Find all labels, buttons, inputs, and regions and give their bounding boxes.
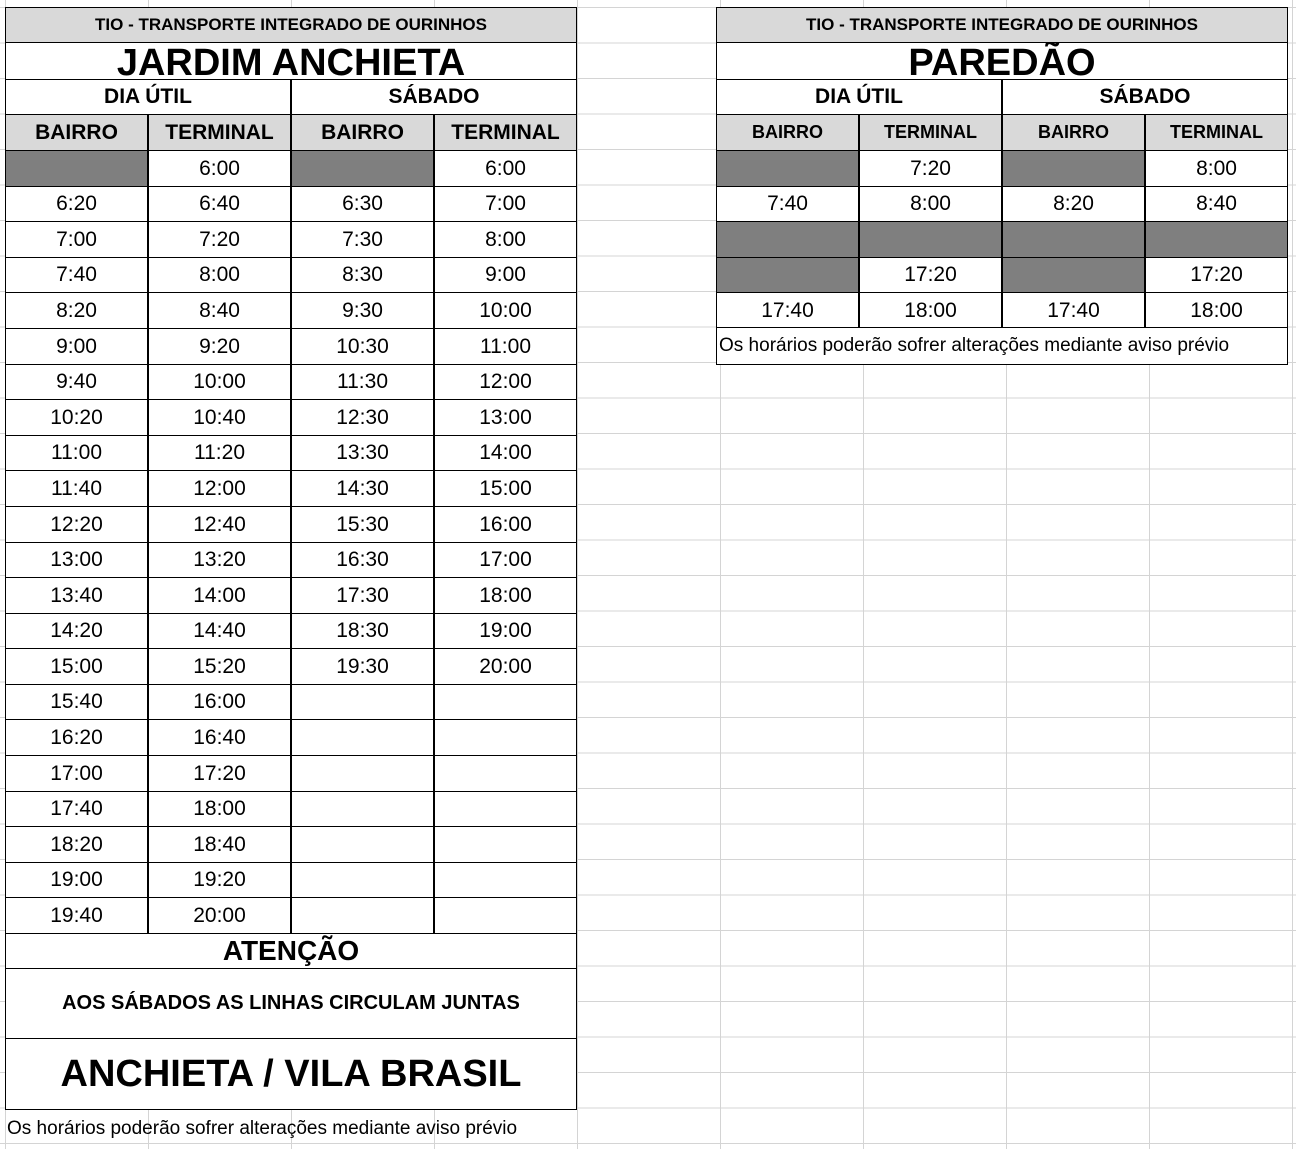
left-day-saturday: SÁBADO: [291, 79, 577, 115]
left-time-cell[interactable]: 6:30: [291, 186, 434, 222]
left-time-cell[interactable]: [434, 684, 577, 720]
right-time-cell[interactable]: 8:00: [859, 186, 1002, 222]
left-time-cell[interactable]: 13:00: [5, 542, 148, 578]
left-time-cell[interactable]: 8:40: [148, 292, 291, 329]
left-time-cell[interactable]: 20:00: [434, 648, 577, 685]
left-time-cell[interactable]: 14:40: [148, 613, 291, 649]
left-time-cell[interactable]: 6:40: [148, 186, 291, 222]
left-col-header: BAIRRO: [291, 114, 434, 151]
right-time-cell[interactable]: 17:20: [859, 257, 1002, 293]
left-time-cell[interactable]: 6:20: [5, 186, 148, 222]
left-time-cell[interactable]: 16:40: [148, 719, 291, 756]
right-blocked-cell[interactable]: [716, 221, 859, 258]
left-time-cell[interactable]: 10:40: [148, 399, 291, 436]
left-time-cell[interactable]: 19:30: [291, 648, 434, 685]
right-blocked-cell[interactable]: [1002, 150, 1145, 187]
left-time-cell[interactable]: 10:20: [5, 399, 148, 436]
left-time-cell[interactable]: 7:00: [5, 221, 148, 258]
left-time-cell[interactable]: 8:00: [148, 257, 291, 293]
right-blocked-cell[interactable]: [716, 257, 859, 293]
left-time-cell[interactable]: 16:30: [291, 542, 434, 578]
right-footer-note: Os horários poderão sofrer alterações mediante aviso prévio: [716, 327, 1288, 365]
left-footer-note: Os horários poderão sofrer alterações mediante aviso prévio: [7, 1118, 518, 1139]
left-time-cell[interactable]: 17:20: [148, 755, 291, 792]
left-time-cell[interactable]: 7:00: [434, 186, 577, 222]
right-time-cell[interactable]: 8:00: [1145, 150, 1288, 187]
left-time-cell[interactable]: 19:00: [5, 862, 148, 898]
left-time-cell[interactable]: 18:30: [291, 613, 434, 649]
left-time-cell[interactable]: [434, 826, 577, 863]
left-time-cell[interactable]: 12:30: [291, 399, 434, 436]
left-time-cell[interactable]: 8:30: [291, 257, 434, 293]
left-time-cell[interactable]: [434, 755, 577, 792]
left-time-cell[interactable]: 11:00: [5, 435, 148, 471]
left-time-cell[interactable]: 18:20: [5, 826, 148, 863]
left-time-cell[interactable]: 10:00: [148, 364, 291, 400]
right-route-title: PAREDÃO: [716, 42, 1288, 80]
left-time-cell[interactable]: 19:20: [148, 862, 291, 898]
left-time-cell[interactable]: 13:40: [5, 577, 148, 614]
left-col-header: TERMINAL: [148, 114, 291, 151]
left-time-cell[interactable]: 8:20: [5, 292, 148, 329]
right-blocked-cell[interactable]: [1002, 221, 1145, 258]
left-time-cell[interactable]: 14:30: [291, 470, 434, 507]
right-time-cell[interactable]: 18:00: [1145, 292, 1288, 329]
left-time-cell[interactable]: 9:20: [148, 328, 291, 365]
saturday-note: AOS SÁBADOS AS LINHAS CIRCULAM JUNTAS: [5, 968, 577, 1039]
left-time-cell[interactable]: 17:00: [5, 755, 148, 792]
left-time-cell[interactable]: 12:00: [434, 364, 577, 400]
right-time-cell[interactable]: 18:00: [859, 292, 1002, 329]
left-time-cell[interactable]: 11:00: [434, 328, 577, 365]
left-time-cell[interactable]: 15:30: [291, 506, 434, 543]
right-blocked-cell[interactable]: [1002, 257, 1145, 293]
right-day-saturday: SÁBADO: [1002, 79, 1288, 115]
left-time-cell[interactable]: 16:00: [148, 684, 291, 720]
left-time-cell[interactable]: [291, 791, 434, 827]
left-time-cell[interactable]: [291, 755, 434, 792]
right-col-header: TERMINAL: [1145, 114, 1288, 151]
right-col-header: BAIRRO: [1002, 114, 1145, 151]
left-time-cell[interactable]: 14:20: [5, 613, 148, 649]
left-col-header: TERMINAL: [434, 114, 577, 151]
left-time-cell[interactable]: 14:00: [148, 577, 291, 614]
right-time-cell[interactable]: 17:20: [1145, 257, 1288, 293]
right-time-cell[interactable]: 17:40: [716, 292, 859, 329]
left-time-cell[interactable]: 15:20: [148, 648, 291, 685]
left-col-header: BAIRRO: [5, 114, 148, 151]
left-time-cell[interactable]: 18:40: [148, 826, 291, 863]
left-time-cell[interactable]: 17:30: [291, 577, 434, 614]
left-time-cell[interactable]: [434, 862, 577, 898]
right-col-header: BAIRRO: [716, 114, 859, 151]
left-time-cell[interactable]: 13:00: [434, 399, 577, 436]
left-time-cell[interactable]: 15:00: [434, 470, 577, 507]
left-time-cell[interactable]: 9:40: [5, 364, 148, 400]
left-time-cell[interactable]: 15:00: [5, 648, 148, 685]
left-time-cell[interactable]: 9:00: [5, 328, 148, 365]
right-col-header: TERMINAL: [859, 114, 1002, 151]
left-time-cell[interactable]: 6:00: [434, 150, 577, 187]
right-time-cell[interactable]: 8:20: [1002, 186, 1145, 222]
left-time-cell[interactable]: 11:40: [5, 470, 148, 507]
left-time-cell[interactable]: [291, 862, 434, 898]
left-time-cell[interactable]: 20:00: [148, 897, 291, 934]
left-time-cell[interactable]: 18:00: [148, 791, 291, 827]
left-time-cell[interactable]: [291, 826, 434, 863]
left-time-cell[interactable]: 7:40: [5, 257, 148, 293]
left-time-cell[interactable]: [434, 897, 577, 934]
left-time-cell[interactable]: 11:20: [148, 435, 291, 471]
left-time-cell[interactable]: 15:40: [5, 684, 148, 720]
left-time-cell[interactable]: 13:30: [291, 435, 434, 471]
left-time-cell[interactable]: 6:00: [148, 150, 291, 187]
right-blocked-cell[interactable]: [716, 150, 859, 187]
right-time-cell[interactable]: 7:40: [716, 186, 859, 222]
left-time-cell[interactable]: 17:40: [5, 791, 148, 827]
right-day-weekday: DIA ÚTIL: [716, 79, 1002, 115]
left-time-cell[interactable]: 11:30: [291, 364, 434, 400]
left-org-title: TIO - TRANSPORTE INTEGRADO DE OURINHOS: [5, 7, 577, 43]
right-blocked-cell[interactable]: [859, 221, 1002, 258]
right-time-cell[interactable]: 17:40: [1002, 292, 1145, 329]
left-time-cell[interactable]: 17:00: [434, 542, 577, 578]
combined-route-title: ANCHIETA / VILA BRASIL: [5, 1038, 577, 1110]
left-time-cell[interactable]: 16:20: [5, 719, 148, 756]
left-time-cell[interactable]: 9:00: [434, 257, 577, 293]
left-time-cell[interactable]: [291, 684, 434, 720]
left-time-cell[interactable]: 19:40: [5, 897, 148, 934]
left-time-cell[interactable]: 19:00: [434, 613, 577, 649]
left-time-cell[interactable]: 8:00: [434, 221, 577, 258]
left-time-cell[interactable]: 7:20: [148, 221, 291, 258]
left-time-cell[interactable]: [434, 719, 577, 756]
left-time-cell[interactable]: [291, 719, 434, 756]
left-time-cell[interactable]: 12:20: [5, 506, 148, 543]
left-time-cell[interactable]: 16:00: [434, 506, 577, 543]
right-blocked-cell[interactable]: [1145, 221, 1288, 258]
left-time-cell[interactable]: [434, 791, 577, 827]
left-time-cell[interactable]: 13:20: [148, 542, 291, 578]
right-time-cell[interactable]: 7:20: [859, 150, 1002, 187]
left-day-weekday: DIA ÚTIL: [5, 79, 291, 115]
left-time-cell[interactable]: 12:40: [148, 506, 291, 543]
left-time-cell[interactable]: [291, 897, 434, 934]
left-blocked-cell[interactable]: [291, 150, 434, 187]
left-route-title: JARDIM ANCHIETA: [5, 42, 577, 80]
left-time-cell[interactable]: 12:00: [148, 470, 291, 507]
right-org-title: TIO - TRANSPORTE INTEGRADO DE OURINHOS: [716, 7, 1288, 43]
attention-heading: ATENÇÃO: [5, 933, 577, 969]
right-time-cell[interactable]: 8:40: [1145, 186, 1288, 222]
left-time-cell[interactable]: 18:00: [434, 577, 577, 614]
left-time-cell[interactable]: 7:30: [291, 221, 434, 258]
left-time-cell[interactable]: 10:30: [291, 328, 434, 365]
left-time-cell[interactable]: 14:00: [434, 435, 577, 471]
left-time-cell[interactable]: 9:30: [291, 292, 434, 329]
left-blocked-cell[interactable]: [5, 150, 148, 187]
left-time-cell[interactable]: 10:00: [434, 292, 577, 329]
